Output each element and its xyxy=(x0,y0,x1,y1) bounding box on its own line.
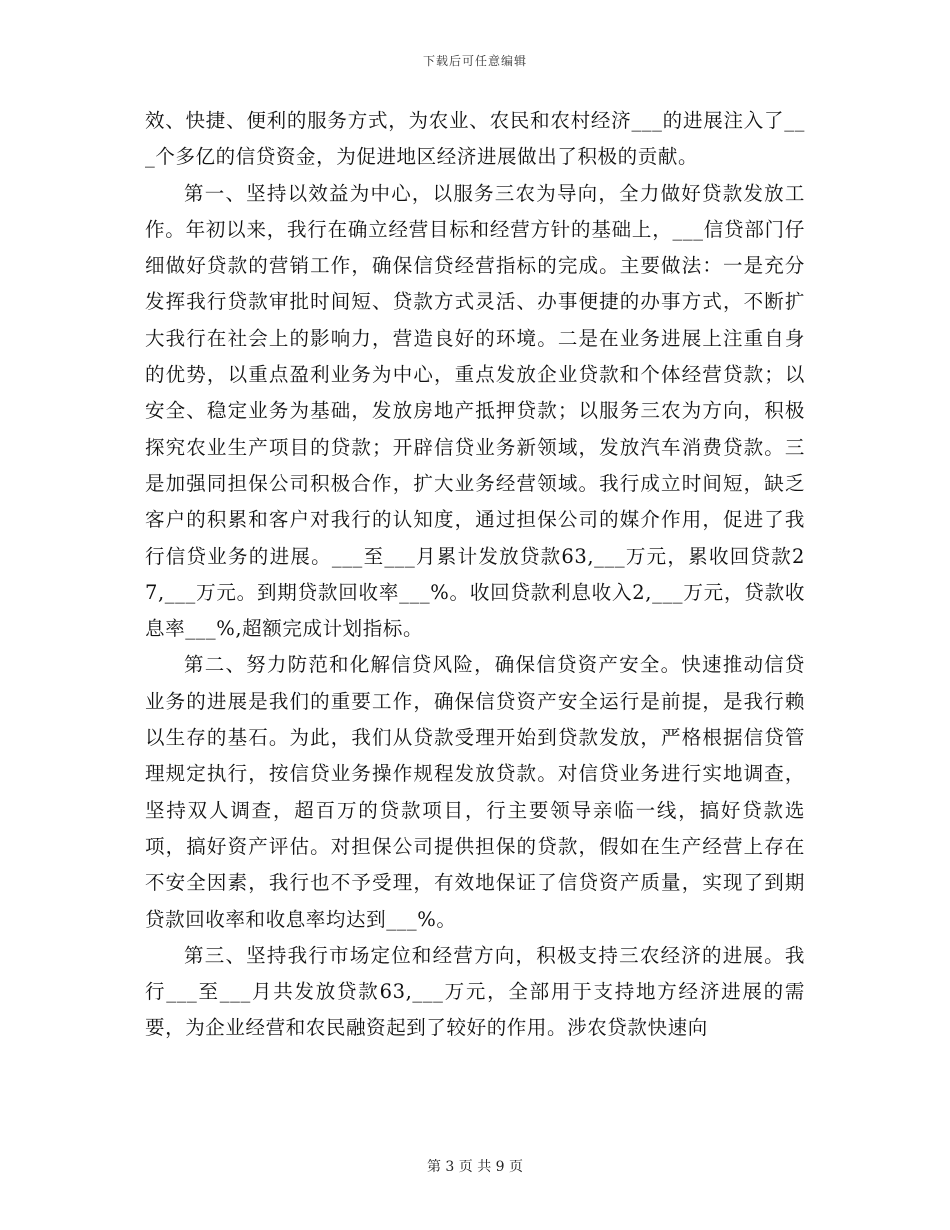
page-number: 第 3 页 共 9 页 xyxy=(426,1159,524,1175)
paragraph-third-point: 第三、坚持我行市场定位和经营方向，积极支持三农经济的进展。我行___至___月共发放贷款63,___万元，全部用于支持地方经济进展的需要，为企业经营和农民融资起到了较好的作用。涉农贷款快速向 xyxy=(145,943,805,1040)
page-header-note: 下载后可任意编辑 xyxy=(422,54,527,68)
paragraph-second-point: 第二、努力防范和化解信贷风险，确保信贷资产安全。快速推动信贷业务的进展是我们的重要工作，确保信贷资产安全运行是前提，是我行赖以生存的基石。为此，我们从贷款受理开始到贷款发放，严格根据信贷管理规定执行，按信贷业务操作规程发放贷款。对信贷业务进行实地调查，坚持双人调查，超百万的贷款项目，行主要领导亲临一线，搞好贷款选项，搞好资产评估。对担保公司提供担保的贷款，假如在生产经营上存在不安全因素，我行也不予受理，有效地保证了信贷资产质量，实现了到期贷款回收率和收息率均达到___%。 xyxy=(145,653,805,931)
paragraph-first-point: 第一、坚持以效益为中心，以服务三农为导向，全力做好贷款发放工作。年初以来，我行在确立经营目标和经营方针的基础上，___信贷部门仔细做好贷款的营销工作，确保信贷经营指标的完成。主要做法：一是充分发挥我行贷款审批时间短、贷款方式灵活、办事便捷的办事方式，不断扩大我行在社会上的影响力，营造良好的环境。二是在业务进展上注重自身的优势，以重点盈利业务为中心，重点发放企业贷款和个体经营贷款；以安全、稳定业务为基础，发放房地产抵押贷款；以服务三农为方向，积极探究农业生产项目的贷款；开辟信贷业务新领域，发放汽车消费贷款。三是加强同担保公司积极合作，扩大业务经营领域。我行成立时间短，缺乏客户的积累和客户对我行的认知度，通过担保公司的媒介作用，促进了我行信贷业务的进展。___至___月累计发放贷款63,___万元，累收回贷款27,___万元。到期贷款回收率___%。收回贷款利息收入2,___万元，贷款收息率___%,超额完成计划指标。 xyxy=(145,181,805,641)
document-body xyxy=(145,103,805,1047)
paragraph-continuation: 效、快捷、便利的服务方式，为农业、农民和农村经济___的进展注入了___个多亿的信贷资金，为促进地区经济进展做出了积极的贡献。 xyxy=(145,109,805,169)
